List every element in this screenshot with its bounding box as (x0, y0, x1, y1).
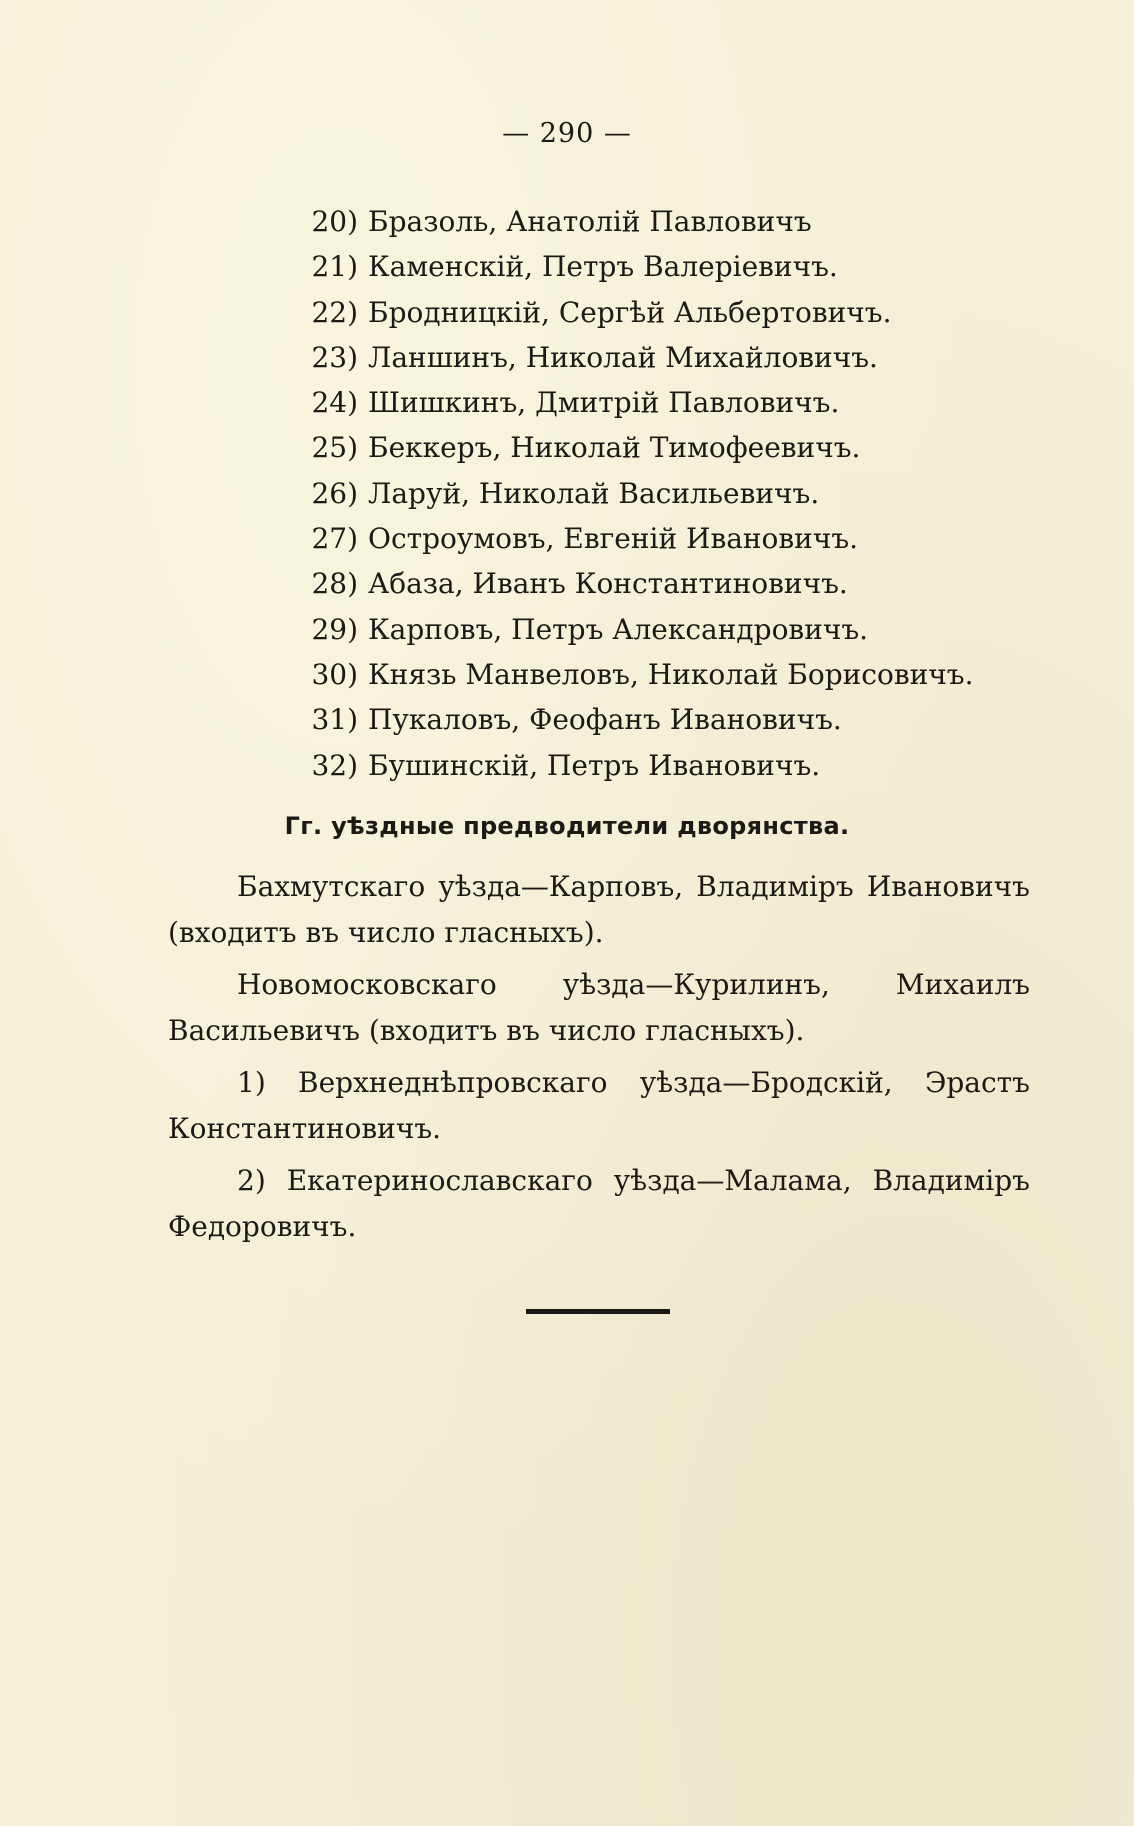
list-item (306, 380, 1066, 425)
item-number: 31) (311, 703, 358, 737)
item-name: Бушинскій, Петръ Ивановичъ. (368, 748, 821, 782)
item-name: Пукаловъ, Феофанъ Ивановичъ. (368, 703, 842, 737)
item-name: Князь Манвеловъ, Николай Борисовичъ. (368, 657, 974, 691)
item-name: Карповъ, Петръ Александровичъ. (368, 612, 869, 646)
item-name: Остроумовъ, Евгеній Ивановичъ. (368, 522, 859, 556)
item-name: Ларуй, Николай Васильевичъ. (368, 476, 820, 510)
item-number: 30) (311, 657, 358, 691)
item-number: 25) (311, 431, 358, 465)
list-item (306, 743, 1066, 788)
item-number: 27) (311, 522, 358, 556)
list-item (306, 697, 1066, 742)
item-name: Каменскій, Петръ Валеріевичъ. (368, 250, 838, 284)
list-item (306, 290, 1066, 335)
item-number: 24) (311, 386, 358, 420)
item-name: Бродницкій, Сергѣй Альбертовичъ. (368, 295, 892, 329)
item-number: 22) (311, 295, 358, 329)
list-item (306, 471, 1066, 516)
list-item (306, 607, 1066, 652)
member-list (306, 199, 1066, 788)
list-item (306, 425, 1066, 470)
page-number: — 290 — (502, 118, 632, 149)
item-name: Абаза, Иванъ Константиновичъ. (368, 567, 848, 601)
list-item (306, 652, 1066, 697)
item-number: 26) (311, 476, 358, 510)
item-name: Бразоль, Анатолій Павловичъ (368, 205, 812, 238)
end-rule-divider (526, 1309, 670, 1314)
list-item (306, 199, 1066, 244)
leader-paragraph: 1) Верхнеднѣпровскаго уѣзда—Бродскій, Эрастъ Константиновичъ. (168, 1066, 1030, 1145)
item-name: Ланшинъ, Николай Михайловичъ. (368, 340, 878, 374)
item-number: 23) (311, 340, 358, 374)
item-name: Беккеръ, Николай Тимофеевичъ. (368, 431, 861, 465)
item-number: 29) (311, 612, 358, 646)
leader-paragraph: 2) Екатеринославскаго уѣзда—Малама, Владиміръ Федоровичъ. (168, 1164, 1030, 1243)
leader-paragraph: Бахмутскаго уѣзда—Карповъ, Владиміръ Ивановичъ (входитъ въ число гласныхъ). (168, 870, 1030, 949)
item-number: 32) (311, 748, 358, 782)
list-item (306, 335, 1066, 380)
item-number: 28) (311, 567, 358, 601)
leaders-section (168, 864, 1030, 1256)
leader-paragraph: Новомосковскаго уѣзда—Курилинъ, Михаилъ Васильевичъ (входитъ въ число гласныхъ). (168, 968, 1030, 1047)
list-item (306, 516, 1066, 561)
list-item (306, 244, 1066, 289)
section-heading: Гг. уѣздные предводители дворянства. (284, 812, 850, 840)
item-number: 20) (311, 205, 358, 238)
item-number: 21) (311, 250, 358, 284)
list-item (306, 561, 1066, 606)
item-name: Шишкинъ, Дмитрій Павловичъ. (368, 386, 840, 420)
